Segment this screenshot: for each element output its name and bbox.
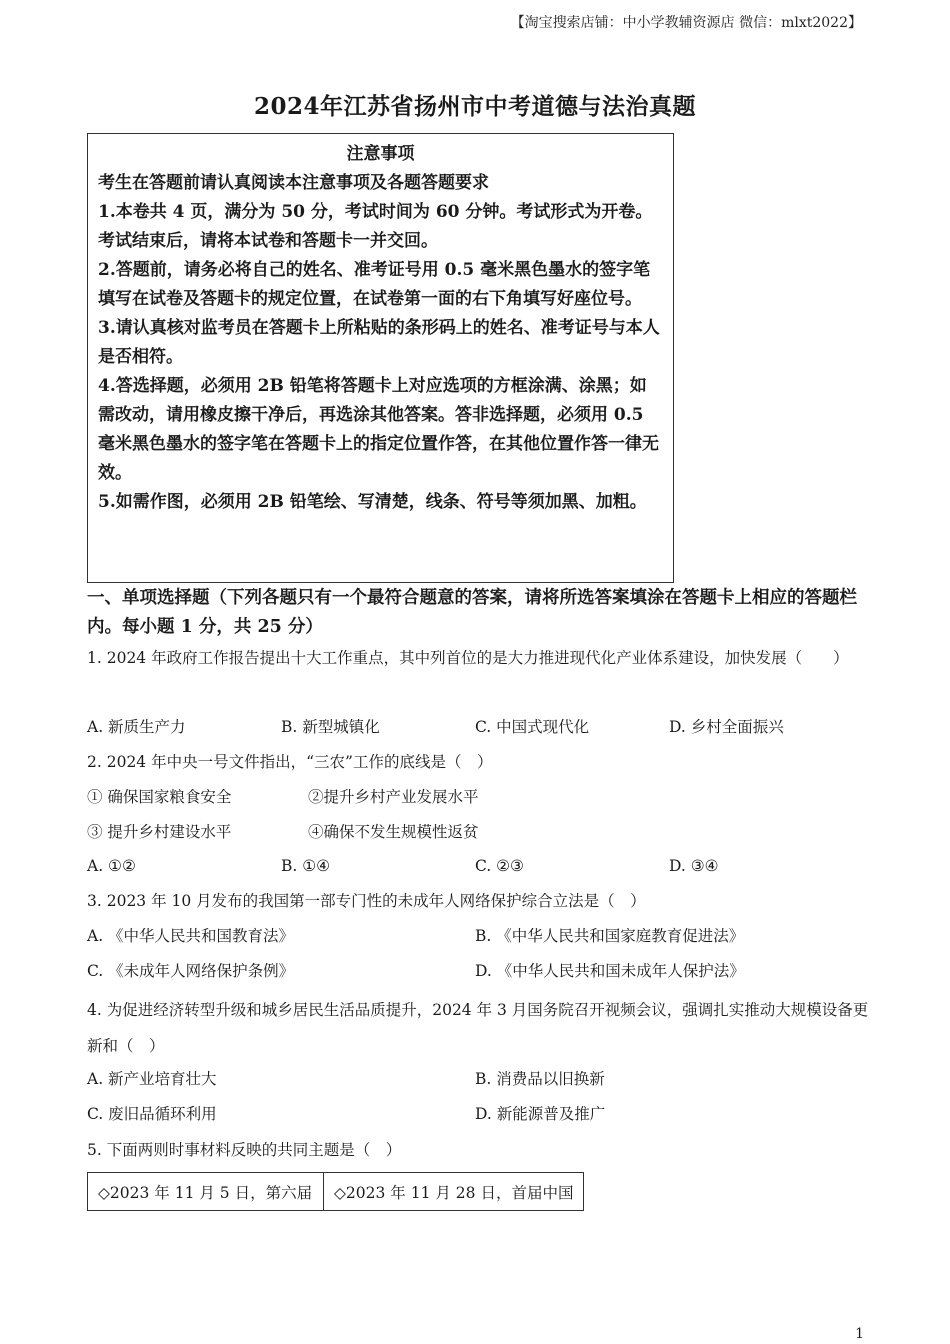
question-1-options [87, 712, 877, 742]
notice-line: 考生在答题前请认真阅读本注意事项及各题答题要求 [98, 173, 489, 193]
material-1: ◇2023 年 11 月 5 日，第六届 [88, 1173, 324, 1210]
option-b: B. 新型城镇化 [281, 718, 380, 736]
notice-line: 1.本卷共 4 页，满分为 50 分，考试时间为 60 分钟。考试形式为开卷。考试结束后，请将本试卷和答题卡一并交回。 [98, 202, 653, 251]
notice-heading: 注意事项 [346, 144, 415, 164]
question-3-options-row2 [87, 956, 877, 986]
section-heading: 一、单项选择题（下列各题只有一个最符合题意的答案，请将所选答案填涂在答题卡上相应的答题栏内。每小题 1 分，共 25 分） [87, 588, 857, 637]
question-2-options [87, 851, 877, 881]
question-1-stem: 1. 2024 年政府工作报告提出十大工作重点，其中列首位的是大力推进现代化产业体系建设，加快发展（ ） [87, 649, 849, 667]
header-note: 【淘宝搜索店铺：中小学教辅资源店 微信：mlxt2022】 [510, 15, 862, 31]
materials-table [87, 1172, 584, 1211]
option-a: A. 新质生产力 [87, 718, 186, 736]
statement-2: ②提升乡村产业发展水平 [308, 788, 479, 806]
material-2: ◇2023 年 11 月 28 日，首届中国 [334, 1183, 574, 1202]
page-number: 1 [855, 1326, 864, 1342]
statement-4: ④确保不发生规模性返贫 [308, 823, 479, 841]
question-4-options-row2 [87, 1099, 877, 1129]
question-3-stem: 3. 2023 年 10 月发布的我国第一部专门性的未成年人网络保护综合立法是（ ） [87, 892, 646, 910]
page-title: 2024年江苏省扬州市中考道德与法治真题 [253, 93, 696, 120]
option-d: D. 《中华人民共和国未成年人保护法》 [475, 962, 745, 980]
notice-line: 2.答题前，请务必将自己的姓名、准考证号用 0.5 毫米黑色墨水的签字笔填写在试卷及答题卡的规定位置，在试卷第一面的右下角填写好座位号。 [98, 260, 651, 309]
option-c: C. 中国式现代化 [475, 718, 590, 736]
notice-line: 4.答选择题，必须用 2B 铅笔将答题卡上对应选项的方框涂满、涂黑；如需改动，请用橡皮擦干净后，再选涂其他答案。答非选择题，必须用 0.5 毫米黑色墨水的签字笔在答题卡上的指定位置作答，在其他位置作答一律无效。 [98, 376, 659, 483]
option-d: D. 乡村全面振兴 [669, 718, 784, 736]
option-a: A. 《中华人民共和国教育法》 [87, 927, 295, 945]
question-3-options-row1 [87, 921, 877, 951]
option-a: A. ①② [87, 857, 136, 875]
option-c: C. 《未成年人网络保护条例》 [87, 962, 295, 980]
option-a: A. 新产业培育壮大 [87, 1070, 217, 1088]
question-2-stem: 2. 2024 年中央一号文件指出，“三农”工作的底线是（ ） [87, 753, 493, 771]
question-2-items-row1 [87, 782, 877, 812]
question-5-stem: 5. 下面两则时事材料反映的共同主题是（ ） [87, 1141, 402, 1159]
notice-line: 3.请认真核对监考员在答题卡上所粘贴的条形码上的姓名、准考证号与本人是否相符。 [98, 318, 660, 367]
option-d: D. 新能源普及推广 [475, 1105, 606, 1123]
question-4-stem: 4. 为促进经济转型升级和城乡居民生活品质提升，2024 年 3 月国务院召开视频会议，强调扎实推动大规模设备更新和（ ） [87, 1001, 869, 1055]
notice-box [87, 133, 674, 583]
question-4-options-row1 [87, 1064, 877, 1094]
statement-3: ③ 提升乡村建设水平 [87, 823, 232, 841]
option-c: C. ②③ [475, 857, 524, 875]
question-2-items-row2 [87, 817, 877, 847]
option-d: D. ③④ [669, 857, 719, 875]
option-b: B. 消费品以旧换新 [475, 1070, 605, 1088]
option-c: C. 废旧品循环利用 [87, 1105, 217, 1123]
option-b: B. 《中华人民共和国家庭教育促进法》 [475, 927, 745, 945]
option-b: B. ①④ [281, 857, 331, 875]
statement-1: ① 确保国家粮食安全 [87, 788, 232, 806]
notice-line: 5.如需作图，必须用 2B 铅笔绘、写清楚，线条、符号等须加黑、加粗。 [98, 492, 647, 512]
